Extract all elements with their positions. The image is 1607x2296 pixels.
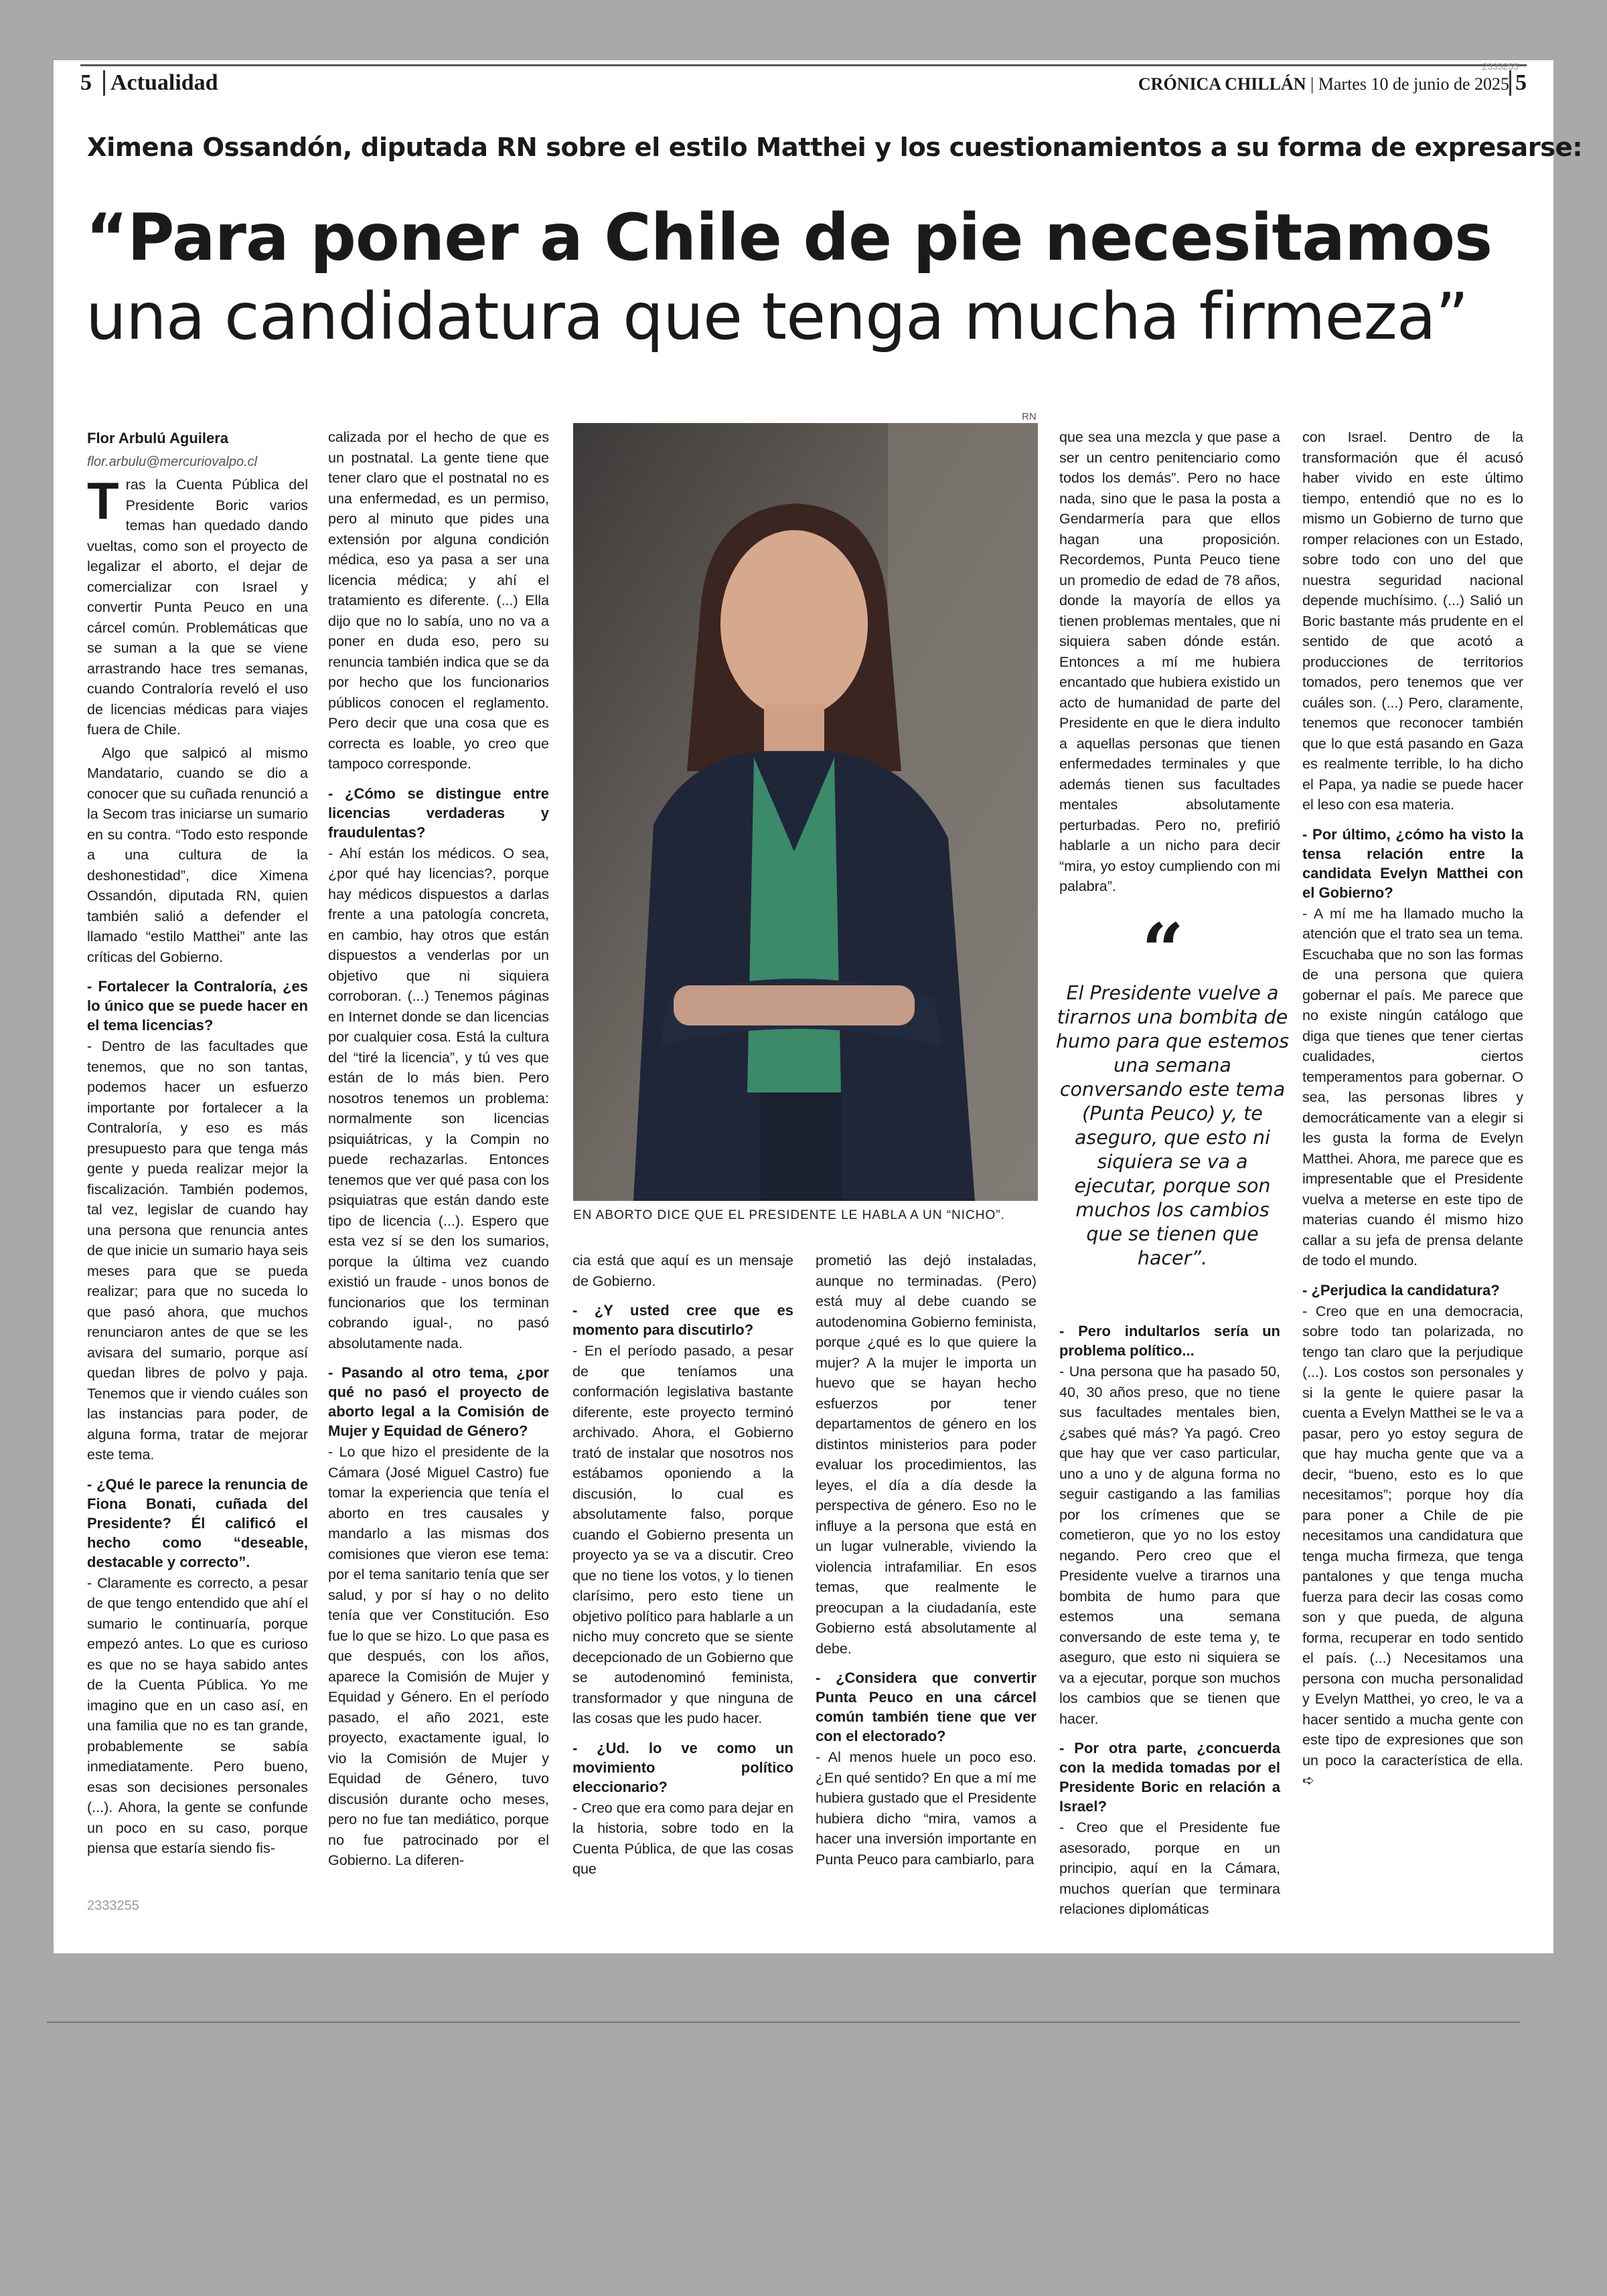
photo-caption: EN ABORTO DICE QUE EL PRESIDENTE LE HABLA A UN “NICHO”. <box>573 1208 1005 1222</box>
answer: - Lo que hizo el presidente de la Cámara (José Miguel Castro) fue tomar la experiencia que tenía el aborto en tres causales y mandarlo a las mismas dos comisiones que vieron ese tema: por el tema sanitario tenía que ser salud, y por sí hay o no delito tenía que ver Constitución. Eso fue lo que se hizo. Lo que pasa es que después, con los años, aparece la Comisión de Mujer y Equidad y Género. En el período pasado, el año 2021, este proyecto, exactamente igual, lo vio la Comisión de Mujer y Equidad de Género, tuvo discusión durante ocho meses, pero no fue tan mediático, porque no fue patrocinado por el Gobierno. La diferen- <box>328 1444 549 1868</box>
masthead: CRÓNICA CHILLÁN | Martes 10 de junio de 2025 <box>1138 74 1509 94</box>
footer-code: 2333255 <box>87 1898 139 1913</box>
article-column-1 <box>87 428 308 1862</box>
quote-icon: “ <box>1142 907 1184 993</box>
answer <box>1302 1301 1523 1791</box>
article-column-2 <box>328 427 549 1874</box>
photo-credit: RN <box>1022 411 1037 422</box>
lead-paragraph <box>87 471 308 740</box>
question: - ¿Qué le parece la renuncia de Fiona Bonati, cuñada del Presidente? Él calificó el hecho como “deseable, destacable y correcto”. <box>87 1475 308 1570</box>
question: - ¿Ud. lo ve como un movimiento político eleccionario? <box>572 1739 793 1795</box>
bottom-divider <box>47 2022 1520 2023</box>
headline <box>86 198 1492 356</box>
article-column-6 <box>1302 427 1523 1794</box>
paragraph: calizada por el hecho de que es un postnatal. La gente tiene que tener claro que el postnatal no es una enfermedad, es un permiso, pero al minuto que pides una extensión por alguna condición médica, eso ya pasa a ser una licencia médica; y ahí el tratamiento es diferente. (...) Ella dijo que no lo sabía, uno no va a poner en duda eso, pero su renuncia también indica que se da por hecho que los funcionarios públicos conocen el reglamento. Pero decir que una cosa que es correcta es loable, yo creo que tampoco corresponde. <box>328 429 549 772</box>
answer: - Al menos huele un poco eso. ¿En qué sentido? En que a mí me hubiera gustado que el Presidente hubiera dicho “mira, vamos a hacer una inversión importante en Punta Peuco para cambiarlo, para <box>816 1749 1037 1868</box>
page-number-left: 5 <box>80 70 92 95</box>
section-name: Actualidad <box>103 70 218 96</box>
answer: - Una persona que ha pasado 50, 40, 30 años preso, que no tiene sus facultades mentales bien, ¿sabes qué más? Ya pagó. Creo que hay que ver caso particular, uno a uno y de alguna forma no seguir castigando a las familias por los crímenes que se cometieron, que yo no los estoy negando. Pero creo que el Presidente vuelve a tirarnos una bombita de humo para que estemos una semana conversando de este tema y, te aseguro, que esto ni siquiera se va a ejecutar, porque son muchos los cambios que se tienen que hacer. <box>1059 1364 1280 1727</box>
page-number-right: 5 <box>1509 70 1527 96</box>
paragraph: que sea una mezcla y que pase a ser un centro penitenciario como todos los demás”. Pero no hace nada, sino que le pasa la posta a Gendarmería para que ellos hagan una proposición. Recordemos, Punta Peuco tiene un promedio de edad de 78 años, donde la mayoría de ellos ya tienen problemas mentales, que ni siquiera saben dónde están. Entonces a mí me hubiera encantado que hubiera existido un acto de humanidad de parte del Presidente en que le diera indulto a aquellas personas que tienen enfermedades terminales y que además tienen sus facultades mentales absolutamente perturbadas. Pero no, prefirió hablarle a un nicho para decir “mira, yo estoy cumpliendo con mi palabra”. <box>1059 429 1280 894</box>
portrait-illustration <box>573 423 1038 1201</box>
pull-quote: El Presidente vuelve a tirarnos una bombita de humo para que estemos una semana conversando este tema (Punta Peuco) y, te aseguro, que esto ni siquiera se va a ejecutar, porque son muchos los cambios que se tienen que hacer”. <box>1055 982 1290 1269</box>
paragraph: Algo que salpicó al mismo Mandatario, cuando se dio a conocer que su cuñada renunció a la Secom tras iniciarse un sumario en su contra. “Todo esto responde a una cultura de la deshonestidad”, dice Ximena Ossandón, diputada RN, quien también salió a defender el llamado “estilo Matthei” ante las críticas del Gobierno. <box>87 744 308 965</box>
question: - ¿Perjudica la candidatura? <box>1302 1281 1500 1299</box>
answer: - Ahí están los médicos. O sea, ¿por qué hay licencias?, porque hay médicos dispuestos a darlas frente a una patología concreta, en cambio, hay otros que están dispuestos a venderlas por un objetivo que ni siquiera corroboran. (...) Tenemos páginas en Internet donde se dan licencias por cualquier cosa. Está la cultura del “tiré la licencia”, y tú ves que están de lo más bien. Pero nosotros tenemos un problema: normalmente son licencias psiquiátricas, y la Compin no puede rechazarlas. Entonces tenemos que ver qué pasa con los psiquiatras que están dando este tipo de licencia (...). Espero que esta vez sí se den los sumarios, porque la última vez cuando existió un fraude - unos bonos de funcionarios que los terminan cobrando igual-, no pasó absolutamente nada. <box>328 845 549 1351</box>
drop-cap: T <box>87 471 119 530</box>
article-column-4 <box>816 1250 1037 1872</box>
answer-text: - Creo que en una democracia, sobre todo tan polarizada, no tengo tan claro que la perjudique (...). Los costos son personales y si la gente le quiere pasar la cuenta a Evelyn Matthei se le va a pasar, pero yo estoy segura de que hay mucha gente que va a decir, “bueno, esto es lo que necesitamos”; porque hoy día para poner a Chile de pie necesitamos una candidatura que tenga mucha firmeza, que tenga pantalones y que tenga mucha fuerza para decir las cosas como son y que pueda, de alguna forma, recuperar en todo sentido el país. (...) Necesitamos una persona con mucha personalidad y Evelyn Matthei, yo creo, le va a hacer sentido a mucha gente con este tipo de expresiones que son un poco la característica de ella. <box>1302 1303 1523 1769</box>
portrait-photo <box>573 423 1038 1201</box>
paragraph: con Israel. Dentro de la transformación que él acusó haber vivido en este último tiempo, entendió que no es lo mismo un Gobierno de turno que romper relaciones con un Estado, sobre todo con uno del que nuestra seguridad nacional depende muchísimo. (...) Salió un Boric bastante más prudente en el sentido de que acotó a producciones de territorios tomados, pero tenemos que ver cuáles son. (...) Pero, claramente, tenemos que reconocer también que lo que está pasando en Gaza es realmente terrible, lo ha dicho el Papa, ya nadie se puede hacer el leso con esa materia. <box>1302 429 1523 813</box>
answer: - En el período pasado, a pesar de que teníamos una conformación legislativa bastante diferente, este proyecto terminó archivado. Ahora, el Gobierno trató de instalar que nosotros nos estábamos oponiendo a la discusión, lo cual es absolutamente falso, porque cuando el Gobierno presenta un proyecto ya se va a discutir. Creo que no tiene los votos, y lo tienen clarísimo, pero esto tiene un objetivo político para hablarle a un nicho muy concreto que se siente decepcionado de un Gobierno que se autodenominó feminista, transformador y que ninguna de las cosas que les pudo hacer. <box>572 1343 793 1726</box>
article-column-5 <box>1059 427 1280 900</box>
paragraph: cia está que aquí es un mensaje de Gobierno. <box>572 1252 793 1289</box>
answer: - Creo que el Presidente fue asesorado, porque en un principio, aquí en la Cámara, muchos querían que terminara relaciones diplomáticas <box>1059 1819 1280 1917</box>
byline-name: Flor Arbulú Aguilera <box>87 430 229 446</box>
end-arrow-icon: ➪ <box>1302 1773 1315 1789</box>
question: - Pasando al otro tema, ¿por qué no pasó el proyecto de aborto legal a la Comisión de Mujer y Equidad de Género? <box>328 1364 549 1439</box>
masthead-date: Martes 10 de junio de 2025 <box>1318 74 1509 94</box>
answer: - Claramente es correcto, a pesar de que tengo entendido que ahí el sumario le continuaría, porque empezó antes. Lo que es curioso es que no se haya sabido antes de la Cuenta Pública. Yo me imagino que en un caso así, en una familia que no es tan grande, probablemente se sabía inmediatamente. Pero bueno, esas son decisiones personales (...). Ahora, la gente se confunde un poco en su caso, porque piensa que estaría siendo fis- <box>87 1574 308 1856</box>
question: - ¿Considera que convertir Punta Peuco en una cárcel común también tiene que ver con el electorado? <box>816 1669 1037 1744</box>
lead-text: ras la Cuenta Pública del Presidente Boric varios temas han quedado dando vueltas, como son el proyecto de legalizar el aborto, el dejar de comercializar con Israel y convertir Punta Peuco en una cárcel común. Problemáticas que se suman a la que se viene arrastrando hace tres semanas, cuando Contraloría reveló el uso de licencias médicas para viajes fuera de Chile. <box>87 477 308 738</box>
byline-email: flor.arbulu@mercuriovalpo.cl <box>87 454 258 469</box>
header-code: 2333255 <box>1482 61 1519 72</box>
headline-line-1: “Para poner a Chile de pie necesitamos <box>86 200 1493 275</box>
headline-line-2: una candidatura que tenga mucha firmeza” <box>86 279 1468 354</box>
answer: - A mí me ha llamado mucho la atención que el trato sea un tema. Escuchaba que no son las formas de una persona que quiera gobernar el país. Me parece que no existe ningún catálogo que diga que tienes que tener ciertas cualidades, ciertos temperamentos para gobernar. O sea, las personas libres y democráticamente van a elegir si les gusta la forma de Evelyn Matthei. Ahora, me parece que es impresentable que el Presidente vuelva a meterse en este tipo de materias cuando él mismo hizo callar a su jefa de prensa delante de todo el mundo. <box>1302 905 1523 1268</box>
masthead-name: CRÓNICA CHILLÁN <box>1138 74 1306 94</box>
paragraph: prometió las dejó instaladas, aunque no terminadas. (Pero) está muy al debe cuando se autodenomina Gobierno feminista, porque ¿qué es lo que quiere la mujer? A la mujer le importa un huevo que se hayan hecho esfuerzos por tener departamentos de género en los distintos ministerios para poder evaluar los procedimientos, las leyes, el día a día desde la perspectiva de género. Eso no le influye a la persona que está en un lugar vulnerable, viviendo la violencia intrafamiliar. En esos temas, que realmente le preocupan a la ciudadanía, este Gobierno está absolutamente al debe. <box>816 1252 1037 1657</box>
article-column-3 <box>572 1250 793 1882</box>
answer: - Dentro de las facultades que tenemos, que no son tantas, podemos hacer un esfuerzo importante por fortalecer a la Contraloría, y eso es más presupuesto para que tenga más gente y pueda realizar mejor la fiscalización. También podemos, tal vez, legislar de cuando hay una persona que renuncia antes de que inicie un sumario haya seis meses para que se pueda realizar; para que no suceda lo que pasó ahora, que muchos renunciaron antes de que se les avisara del sumario, porque así quedan libres de polvo y paja. Tenemos que ir viendo cuáles son las instancias para poder, de alguna forma, tratar de mejorar este tema. <box>87 1038 308 1463</box>
question: - ¿Cómo se distingue entre licencias verdaderas y fraudulentas? <box>328 785 549 841</box>
kicker: Ximena Ossandón, diputada RN sobre el estilo Matthei y los cuestionamientos a su forma de expresarse: <box>87 133 1583 163</box>
question: - Por último, ¿cómo ha visto la tensa relación entre la candidata Evelyn Matthei con el Gobierno? <box>1302 825 1523 901</box>
page-header <box>80 61 1527 96</box>
question: - Fortalecer la Contraloría, ¿es lo único que se puede hacer en el tema licencias? <box>87 978 308 1034</box>
article-column-5-lower <box>1059 1312 1280 1922</box>
question: - Pero indultarlos sería un problema político... <box>1059 1323 1280 1359</box>
question: - Por otra parte, ¿concuerda con la medida tomadas por el Presidente Boric en relación a Israel? <box>1059 1740 1280 1815</box>
question: - ¿Y usted cree que es momento para discutirlo? <box>572 1302 793 1338</box>
answer: - Creo que era como para dejar en la historia, sobre todo en la Cuenta Pública, de que las cosas que <box>572 1799 793 1877</box>
